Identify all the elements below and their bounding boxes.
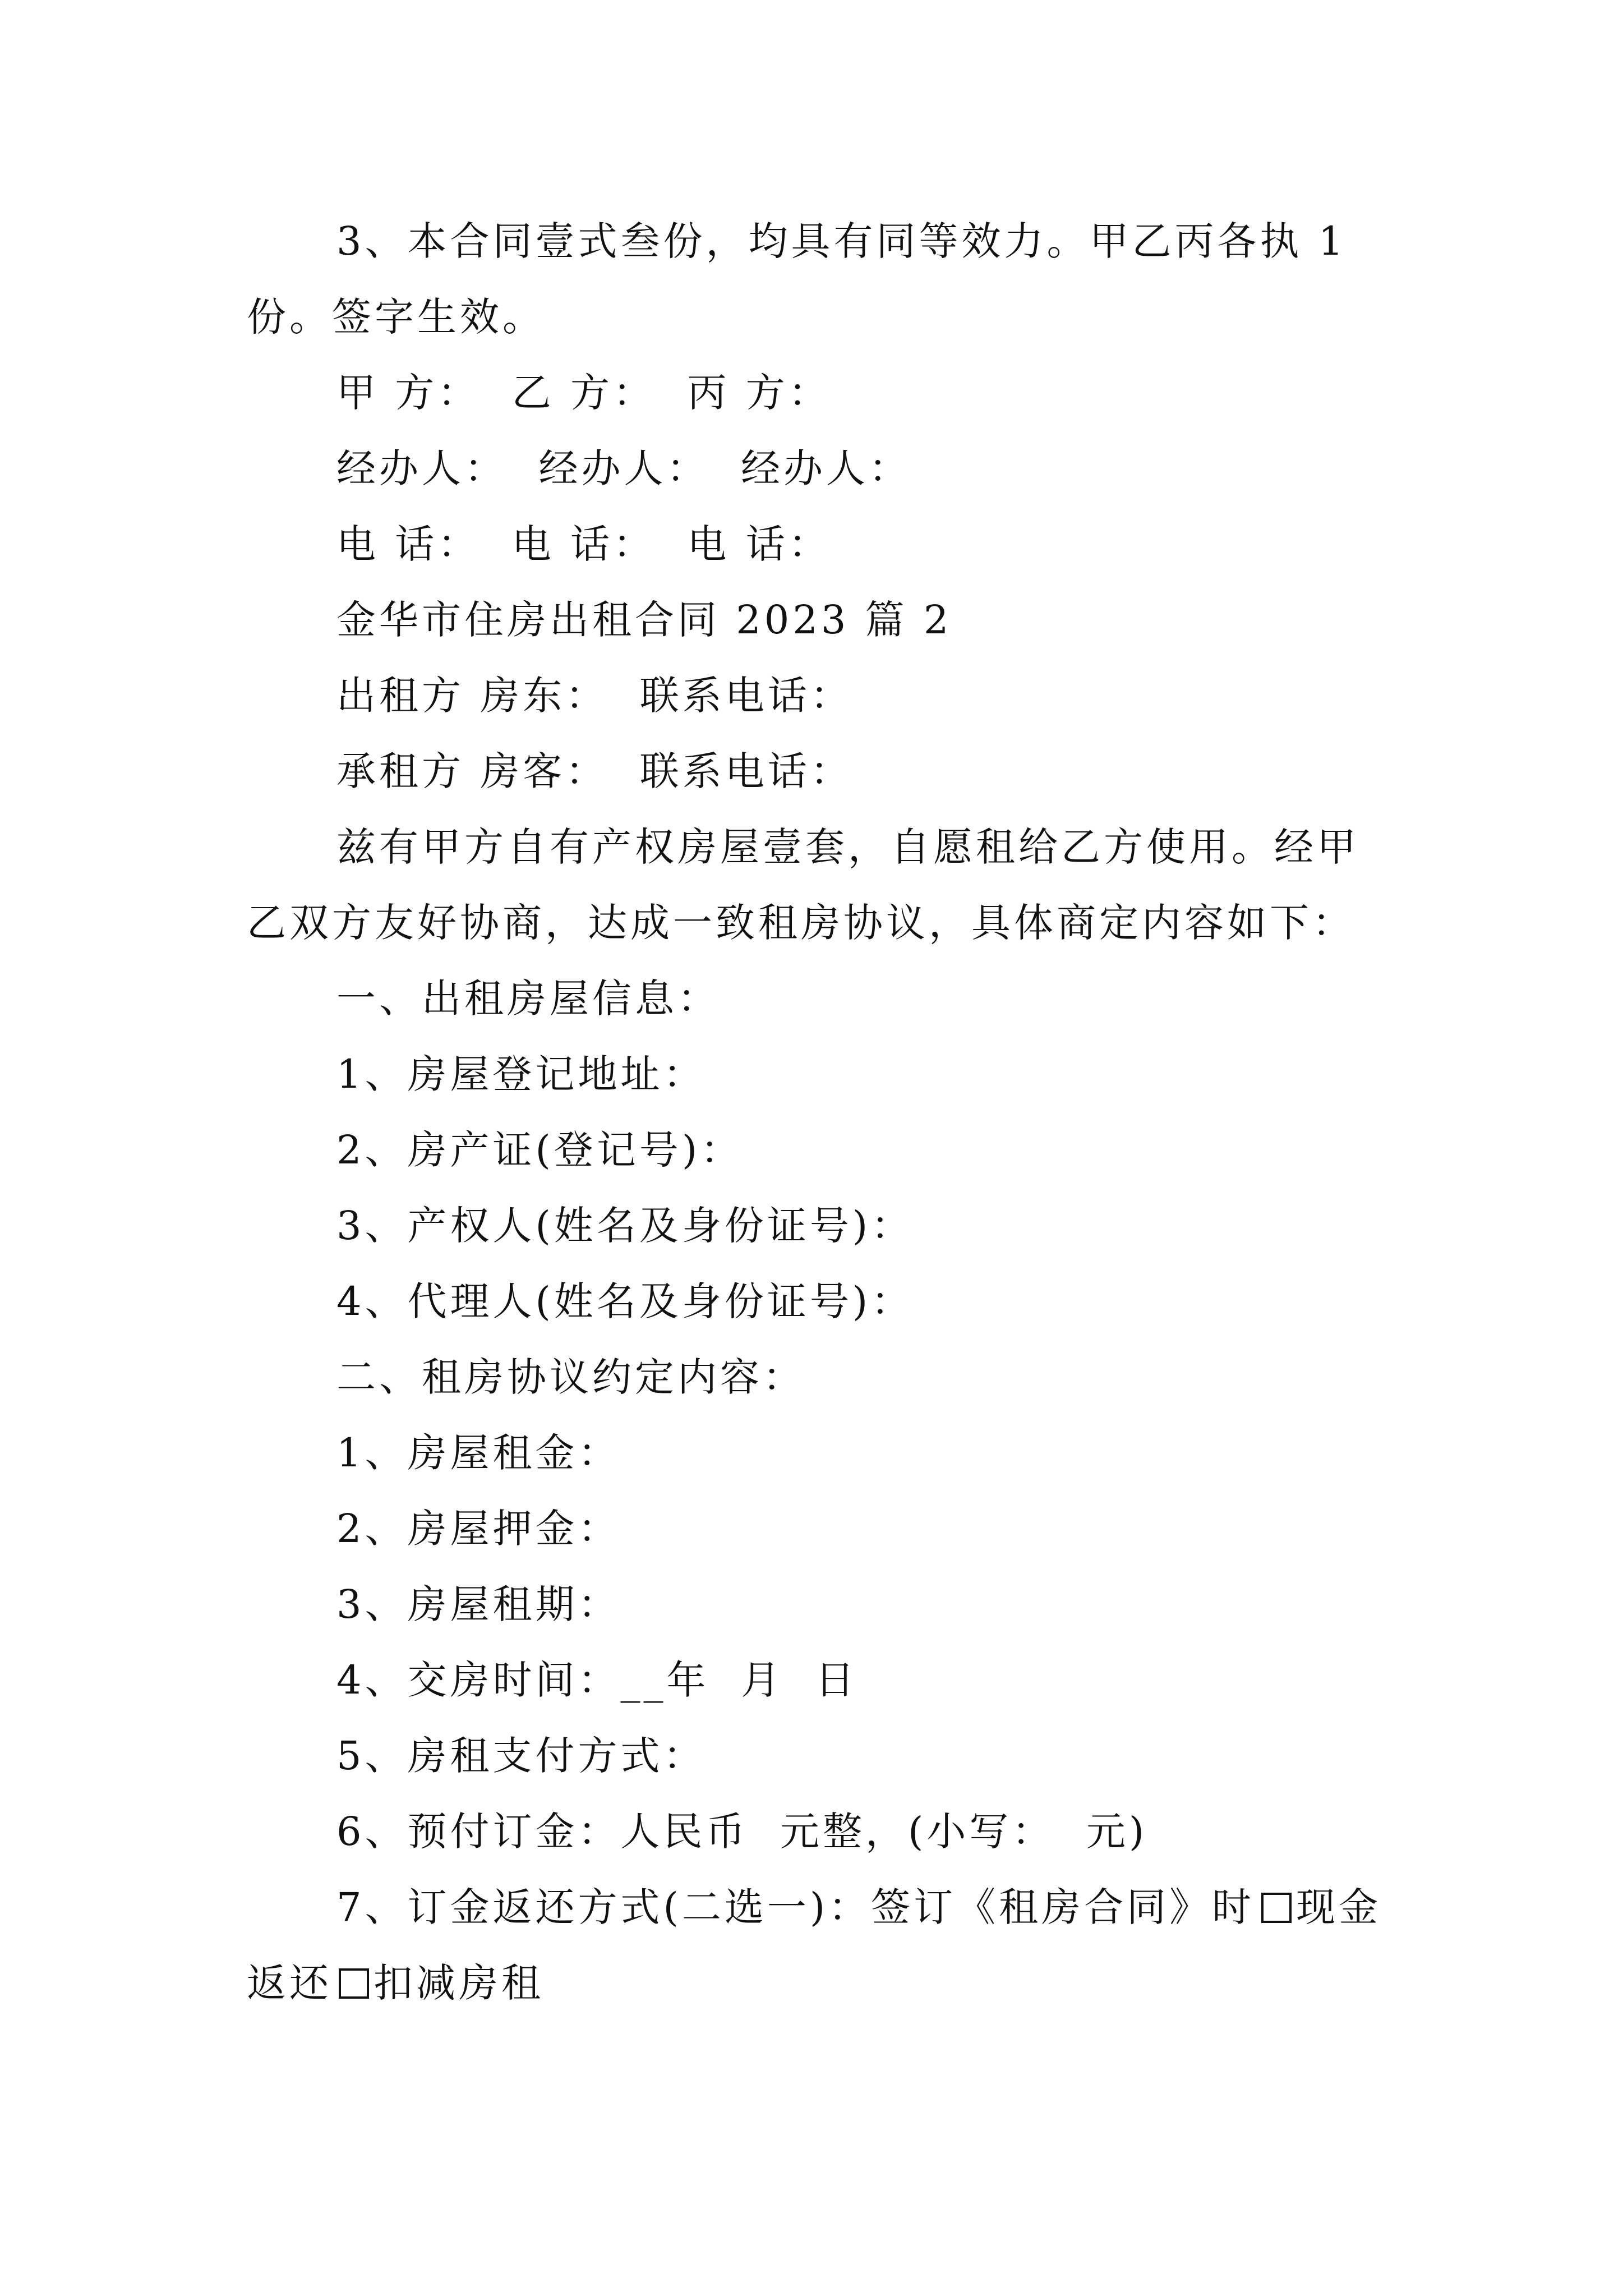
checkbox-deduct-rent[interactable] [339, 1968, 369, 1999]
heading-agreement: 二、租房协议约定内容： [336, 1354, 805, 1400]
agent-row: 经办人： 经办人： 经办人： [336, 445, 912, 491]
intro-paragraph: 兹有甲方自有产权房屋壹套，自愿租给乙方使用。经甲 [336, 824, 1359, 870]
item-certificate: 2、房产证(登记号)： [336, 1127, 744, 1173]
paragraph-copies: 3、本合同壹式叁份，均具有同等效力。甲乙丙各执 1 [336, 218, 1347, 264]
option-cash-label: 现金 [1296, 1884, 1382, 1930]
item-deposit: 2、房屋押金： [336, 1506, 621, 1552]
section-title: 金华市住房出租合同 2023 篇 2 [336, 597, 952, 643]
option-deduct-label: 扣减房租 [374, 1960, 544, 2006]
item-payment-method: 5、房租支付方式： [336, 1733, 706, 1779]
item-term: 3、房屋租期： [336, 1581, 621, 1627]
intro-paragraph-cont: 乙双方友好协商，达成一致租房协议，具体商定内容如下： [247, 900, 1355, 946]
checkbox-cash[interactable] [1261, 1893, 1292, 1923]
item-prepayment: 6、预付订金：人民币 元整，(小写： 元) [336, 1809, 1148, 1855]
item-owner: 3、产权人(姓名及身份证号)： [336, 1203, 914, 1249]
item-agent: 4、代理人(姓名及身份证号)： [336, 1278, 914, 1324]
item-rent: 1、房屋租金： [336, 1430, 621, 1476]
refund-prefix: 7、订金返还方式(二选一)：签订《租房合同》时 [336, 1884, 1255, 1930]
party-row: 甲 方： 乙 方： 丙 方： [336, 370, 831, 416]
item-refund-method-cont [247, 1958, 544, 2008]
item-address: 1、房屋登记地址： [336, 1051, 706, 1097]
item-refund-method [336, 1882, 1381, 1932]
paragraph-copies-cont: 份。签字生效。 [247, 294, 545, 340]
heading-house-info: 一、出租房屋信息： [336, 976, 720, 1022]
phone-row: 电 话： 电 话： 电 话： [336, 521, 831, 567]
option-cash-label-cont: 返还 [247, 1960, 332, 2006]
lessee-row: 承租方 房客： 联系电话： [336, 748, 853, 794]
lessor-row: 出租方 房东： 联系电话： [336, 673, 853, 719]
item-handover-date: 4、交房时间：__年 月 日 [336, 1657, 858, 1703]
